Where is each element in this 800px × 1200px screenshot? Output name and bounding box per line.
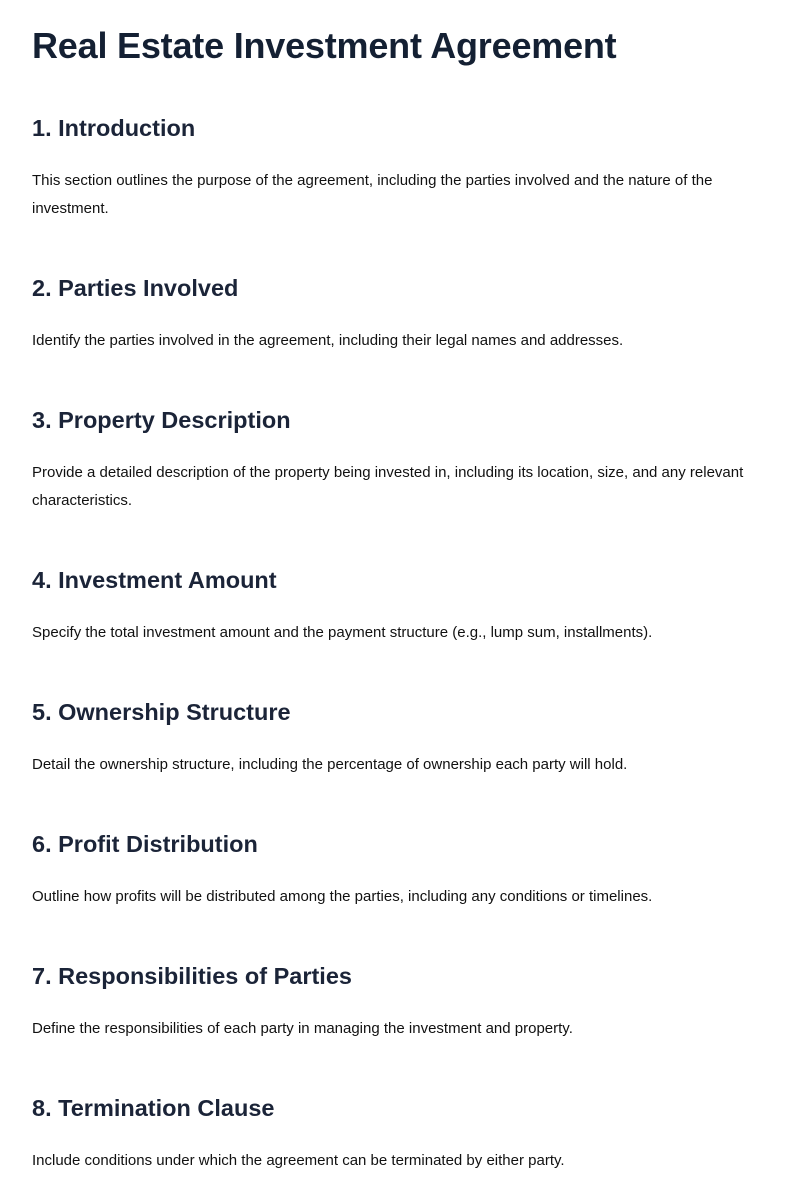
section-termination-clause: [32, 1093, 768, 1175]
document-title: Real Estate Investment Agreement: [32, 25, 617, 66]
section-heading: 5. Ownership Structure: [32, 699, 291, 725]
section-responsibilities-of-parties: [32, 961, 768, 1043]
section-ownership-structure: [32, 697, 768, 779]
section-parties-involved: [32, 273, 768, 355]
section-body: This section outlines the purpose of the agreement, including the parties involved and the nature of the investment.: [32, 172, 713, 217]
section-introduction: [32, 113, 768, 223]
section-investment-amount: [32, 565, 768, 647]
section-body: Detail the ownership structure, including the percentage of ownership each party will hold.: [32, 756, 628, 773]
section-heading: 6. Profit Distribution: [32, 831, 258, 857]
section-property-description: [32, 405, 768, 515]
section-body: Define the responsibilities of each party in managing the investment and property.: [32, 1020, 573, 1037]
section-heading: 1. Introduction: [32, 115, 196, 141]
section-body: Include conditions under which the agreement can be terminated by either party.: [32, 1152, 565, 1169]
section-profit-distribution: [32, 829, 768, 911]
section-heading: 7. Responsibilities of Parties: [32, 963, 352, 989]
section-body: Provide a detailed description of the property being invested in, including its location, size, and any relevant characteristics.: [32, 464, 744, 509]
section-body: Identify the parties involved in the agreement, including their legal names and addresses.: [32, 332, 624, 349]
section-body: Specify the total investment amount and the payment structure (e.g., lump sum, installments).: [32, 624, 653, 641]
section-heading: 8. Termination Clause: [32, 1095, 275, 1121]
section-heading: 4. Investment Amount: [32, 567, 277, 593]
section-heading: 2. Parties Involved: [32, 275, 239, 301]
section-heading: 3. Property Description: [32, 407, 291, 433]
section-body: Outline how profits will be distributed among the parties, including any conditions or timelines.: [32, 888, 653, 905]
